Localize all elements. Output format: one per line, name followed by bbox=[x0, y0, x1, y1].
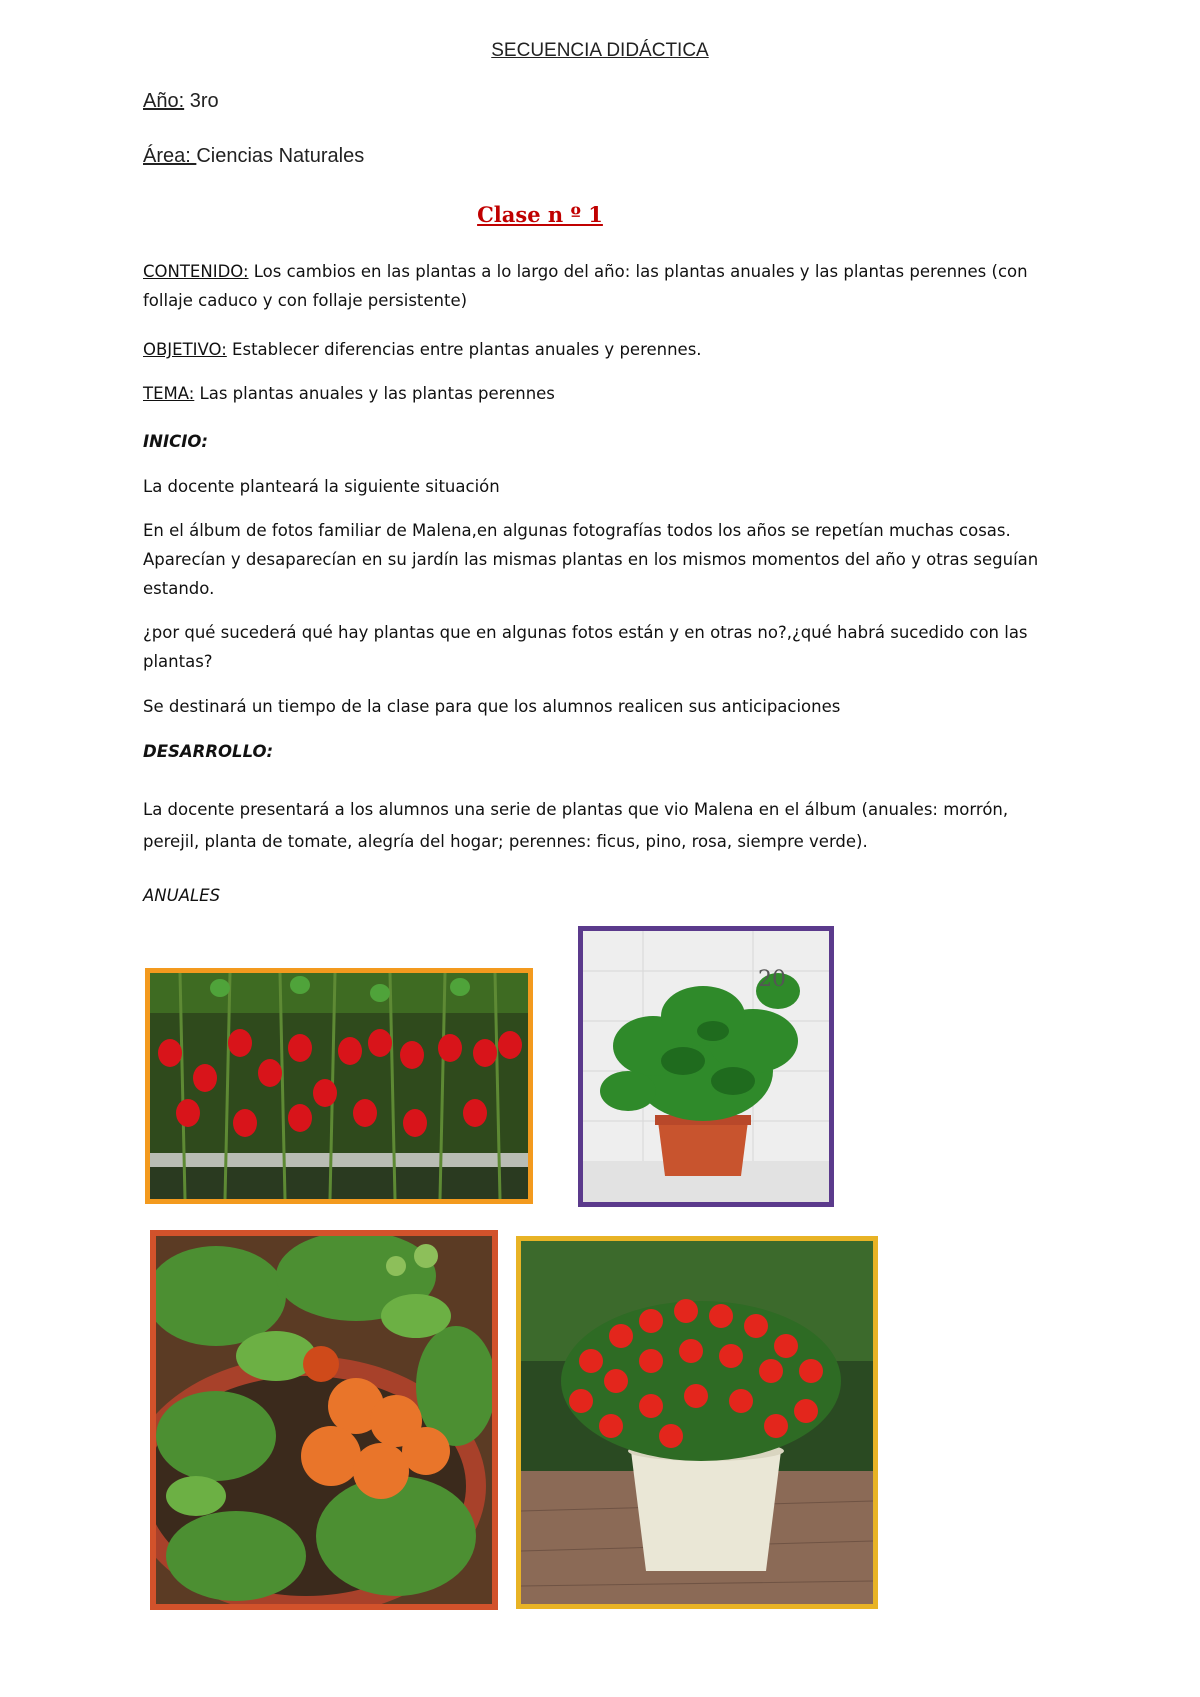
tema-text: Las plantas anuales y las plantas perennes bbox=[194, 384, 555, 403]
class-title: Clase n º 1 bbox=[477, 202, 603, 227]
contenido-text: Los cambios en las plantas a lo largo del año: las plantas anuales y las plantas perennes (con follaje caduco y con follaje persistente) bbox=[143, 262, 1028, 310]
desarrollo-heading: DESARROLLO: bbox=[143, 742, 274, 761]
document-title: SECUENCIA DIDÁCTICA bbox=[491, 40, 709, 61]
year-label: Año: bbox=[143, 90, 185, 112]
parsley-illustration bbox=[583, 931, 829, 1202]
contenido-label: CONTENIDO: bbox=[143, 262, 249, 281]
year-value: 3ro bbox=[184, 90, 219, 112]
area-line bbox=[143, 145, 364, 168]
inicio-paragraph-3: ¿por qué sucederá qué hay plantas que en algunas fotos están y en otras no?,¿qué habrá sucedido con las plantas? bbox=[143, 623, 1028, 671]
objetivo-label: OBJETIVO: bbox=[143, 340, 227, 359]
desarrollo-paragraph: La docente presentará a los alumnos una serie de plantas que vio Malena en el álbum (anuales: morrón, perejil, planta de tomate, alegría del hogar; perennes: ficus, pino, rosa, siempre verde). bbox=[143, 800, 1009, 851]
objetivo-paragraph bbox=[143, 335, 1063, 364]
flowers-photo bbox=[516, 1236, 878, 1609]
objetivo-text: Establecer diferencias entre plantas anuales y perennes. bbox=[226, 340, 702, 359]
pepper-illustration bbox=[150, 973, 528, 1199]
inicio-paragraph-4: Se destinará un tiempo de la clase para que los alumnos realicen sus anticipaciones bbox=[143, 697, 841, 716]
area-label: Área: bbox=[143, 145, 197, 167]
tomato-illustration bbox=[156, 1236, 492, 1604]
area-value: Ciencias Naturales bbox=[196, 145, 365, 167]
inicio-paragraph-1: La docente planteará la siguiente situación bbox=[143, 477, 500, 496]
anuales-heading: ANUALES bbox=[143, 886, 221, 905]
tema-label: TEMA: bbox=[143, 384, 195, 403]
inicio-paragraph-2: En el álbum de fotos familiar de Malena,en algunas fotografías todos los años se repetían muchas cosas. Aparecían y desaparecían en su jardín las mismas plantas en los mismos momentos del año y otras seguían estando. bbox=[143, 521, 1039, 598]
year-line bbox=[143, 90, 219, 113]
parsley-photo bbox=[578, 926, 834, 1207]
inicio-heading: INICIO: bbox=[143, 432, 208, 451]
pepper-photo bbox=[145, 968, 533, 1204]
tomato-photo bbox=[150, 1230, 498, 1610]
parsley-pot-number: 20 bbox=[758, 967, 786, 992]
flowers-illustration bbox=[521, 1241, 873, 1604]
contenido-paragraph bbox=[143, 257, 1063, 315]
tema-paragraph bbox=[143, 379, 1063, 408]
